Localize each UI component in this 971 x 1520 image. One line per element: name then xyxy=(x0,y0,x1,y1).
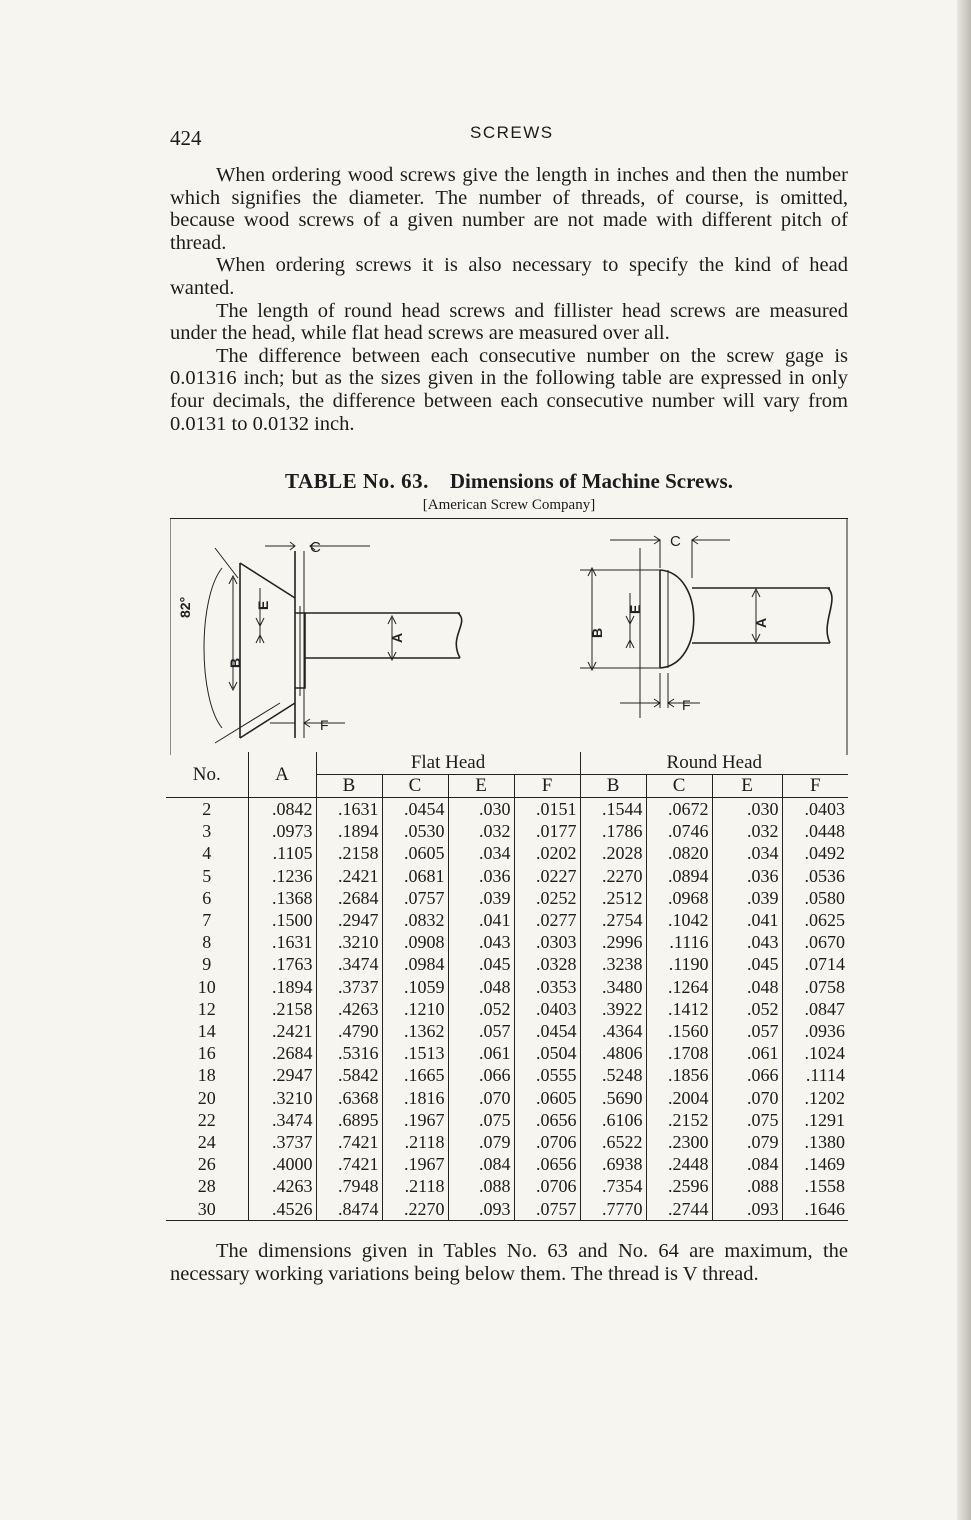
row-number: 2 xyxy=(202,799,212,819)
header-flat-e: E xyxy=(448,775,514,798)
header-round-e: E xyxy=(712,775,782,798)
table-cell: .0973 xyxy=(248,820,316,842)
table-row xyxy=(166,820,848,842)
table-cell: .6938 xyxy=(580,1153,646,1175)
table-cell: .084 xyxy=(712,1153,782,1175)
table-cell: .2004 xyxy=(646,1087,712,1109)
table-cell: .7948 xyxy=(316,1175,382,1197)
table-cell: .1380 xyxy=(782,1131,848,1153)
table-cell: .0681 xyxy=(382,865,448,887)
table-cell: .1368 xyxy=(248,887,316,909)
table-caption: Dimensions of Machine Screws. xyxy=(449,469,733,493)
table-cell: .1105 xyxy=(248,842,316,864)
table-cell: .0252 xyxy=(514,887,580,909)
table-cell: .3922 xyxy=(580,998,646,1020)
table-cell: .093 xyxy=(448,1198,514,1221)
table-cell: .030 xyxy=(712,798,782,821)
flat-label-e: E xyxy=(255,600,271,610)
round-label-f: F xyxy=(682,697,691,713)
table-cell: .1210 xyxy=(382,998,448,1020)
table-cell: .0202 xyxy=(514,842,580,864)
table-cell: .3474 xyxy=(316,953,382,975)
table-cell: .1116 xyxy=(646,931,712,953)
row-number: 14 xyxy=(197,1021,216,1042)
row-number: 4 xyxy=(202,843,212,864)
table-cell: .3210 xyxy=(316,931,382,953)
table-cell: .3737 xyxy=(248,1131,316,1153)
table-cell: .057 xyxy=(712,1020,782,1042)
table-cell: .0536 xyxy=(782,865,848,887)
table-cell: .0454 xyxy=(514,1020,580,1042)
table-cell: .0177 xyxy=(514,820,580,842)
table-cell: .7421 xyxy=(316,1131,382,1153)
row-number: 7 xyxy=(202,910,212,931)
table-cell: .1816 xyxy=(382,1087,448,1109)
table-cell: .5690 xyxy=(580,1087,646,1109)
table-cell: .3480 xyxy=(580,976,646,998)
table-cell: .4364 xyxy=(580,1020,646,1042)
table-cell: .0353 xyxy=(514,976,580,998)
table-cell: .2744 xyxy=(646,1198,712,1221)
header-a: A xyxy=(248,752,316,798)
table-label: TABLE No. 63. xyxy=(285,469,429,493)
table-cell: .1894 xyxy=(248,976,316,998)
table-cell: .0403 xyxy=(782,798,848,821)
table-cell: .1786 xyxy=(580,820,646,842)
table-cell: .048 xyxy=(712,976,782,998)
table-cell: .0555 xyxy=(514,1064,580,1086)
screw-diagram xyxy=(170,518,848,755)
table-body xyxy=(166,798,848,1221)
table-row xyxy=(166,1064,848,1086)
table-row xyxy=(166,1109,848,1131)
table-cell: .1665 xyxy=(382,1064,448,1086)
table-row xyxy=(166,1042,848,1064)
table-cell: .1469 xyxy=(782,1153,848,1175)
header-round-c: C xyxy=(646,775,712,798)
header-round-head: Round Head xyxy=(580,752,848,775)
table-cell: .039 xyxy=(448,887,514,909)
row-number: 3 xyxy=(202,821,212,842)
table-cell: .034 xyxy=(712,842,782,864)
table-row xyxy=(166,1198,848,1221)
table-cell: .1236 xyxy=(248,865,316,887)
table-cell: .0757 xyxy=(382,887,448,909)
table-cell: .1059 xyxy=(382,976,448,998)
table-cell: .0303 xyxy=(514,931,580,953)
table-cell: .0714 xyxy=(782,953,848,975)
table-row xyxy=(166,953,848,975)
table-cell: .0227 xyxy=(514,865,580,887)
flat-label-c: C xyxy=(310,539,321,556)
table-cell: .0504 xyxy=(514,1042,580,1064)
machine-screw-table xyxy=(166,752,848,1221)
round-label-c: C xyxy=(670,533,681,550)
table-cell: .0746 xyxy=(646,820,712,842)
table-cell: .6522 xyxy=(580,1131,646,1153)
round-label-e: E xyxy=(627,604,643,614)
table-cell: .041 xyxy=(448,909,514,931)
table-cell: .2118 xyxy=(382,1175,448,1197)
table-cell: .1708 xyxy=(646,1042,712,1064)
table-cell: .075 xyxy=(712,1109,782,1131)
paragraph: When ordering wood screws give the length in inches and then the number which signifies the diameter. The number of threads, of course, is omitted, because wood screws of a given number are not made with different pitch of thread. xyxy=(170,164,848,254)
row-number: 20 xyxy=(197,1087,216,1108)
table-cell: .075 xyxy=(448,1109,514,1131)
table-cell: .2158 xyxy=(316,842,382,864)
table-cell: .061 xyxy=(448,1042,514,1064)
table-cell: .1291 xyxy=(782,1109,848,1131)
table-cell: .1114 xyxy=(782,1064,848,1086)
table-cell: .0757 xyxy=(514,1198,580,1221)
footer-text xyxy=(170,1240,848,1285)
table-cell: .1894 xyxy=(316,820,382,842)
table-cell: .0894 xyxy=(646,865,712,887)
table-cell: .039 xyxy=(712,887,782,909)
table-cell: .6368 xyxy=(316,1087,382,1109)
table-cell: .043 xyxy=(448,931,514,953)
paragraph: The dimensions given in Tables No. 63 and No. 64 are maximum, the necessary working variations being below them. The thread is V thread. xyxy=(170,1240,848,1285)
table-cell: .7354 xyxy=(580,1175,646,1197)
table-cell: .0492 xyxy=(782,842,848,864)
table-row xyxy=(166,865,848,887)
table-cell: .2158 xyxy=(248,998,316,1020)
row-number: 5 xyxy=(202,865,212,886)
table-cell: .5316 xyxy=(316,1042,382,1064)
table-cell: .0820 xyxy=(646,842,712,864)
table-cell: .2118 xyxy=(382,1131,448,1153)
table-cell: .045 xyxy=(448,953,514,975)
table-cell: .0706 xyxy=(514,1131,580,1153)
table-cell: .2028 xyxy=(580,842,646,864)
table-cell: .0448 xyxy=(782,820,848,842)
table-cell: .1560 xyxy=(646,1020,712,1042)
table-cell: .0328 xyxy=(514,953,580,975)
row-number: 22 xyxy=(197,1109,216,1130)
table-cell: .045 xyxy=(712,953,782,975)
table-cell: .0151 xyxy=(514,798,580,821)
flat-label-b: B xyxy=(227,657,243,668)
table-cell: .2947 xyxy=(316,909,382,931)
table-cell: .2684 xyxy=(248,1042,316,1064)
table-cell: .1024 xyxy=(782,1042,848,1064)
table-cell: .2512 xyxy=(580,887,646,909)
header-flat-f: F xyxy=(514,775,580,798)
header-flat-b: B xyxy=(316,775,382,798)
table-cell: .2270 xyxy=(382,1198,448,1221)
table-cell: .0605 xyxy=(514,1087,580,1109)
table-cell: .088 xyxy=(712,1175,782,1197)
table-cell: .0656 xyxy=(514,1109,580,1131)
table-cell: .0656 xyxy=(514,1153,580,1175)
table-cell: .3238 xyxy=(580,953,646,975)
table-cell: .0968 xyxy=(646,887,712,909)
row-number: 16 xyxy=(197,1043,216,1064)
table-cell: .2684 xyxy=(316,887,382,909)
table-cell: .0670 xyxy=(782,931,848,953)
paragraph: The difference between each consecutive number on the screw gage is 0.01316 inch; but as the sizes given in the following table are expressed in only four decimals, the difference between each consecutive number will vary from 0.0131 to 0.0132 inch. xyxy=(170,344,848,435)
table-cell: .079 xyxy=(448,1131,514,1153)
table-cell: .2754 xyxy=(580,909,646,931)
table-cell: .1631 xyxy=(248,931,316,953)
row-number: 10 xyxy=(197,976,216,997)
table-source: [American Screw Company] xyxy=(422,497,596,513)
table-cell: .030 xyxy=(448,798,514,821)
table-row xyxy=(166,931,848,953)
table-row xyxy=(166,909,848,931)
row-number: 26 xyxy=(197,1154,216,1175)
row-number: 8 xyxy=(202,932,212,953)
table-cell: .1042 xyxy=(646,909,712,931)
table-cell: .041 xyxy=(712,909,782,931)
table-cell: .0625 xyxy=(782,909,848,931)
table-cell: .048 xyxy=(448,976,514,998)
table-title xyxy=(170,469,848,494)
table-cell: .1190 xyxy=(646,953,712,975)
table-cell: .2947 xyxy=(248,1064,316,1086)
table-cell: .1544 xyxy=(580,798,646,821)
header-round-b: B xyxy=(580,775,646,798)
flat-head-screw xyxy=(177,539,462,743)
running-head: SCREWS xyxy=(470,123,554,142)
table-cell: .4263 xyxy=(316,998,382,1020)
table-cell: .2596 xyxy=(646,1175,712,1197)
round-label-a: A xyxy=(753,617,769,628)
row-number: 6 xyxy=(202,887,212,908)
table-cell: .7770 xyxy=(580,1198,646,1221)
table-cell: .0454 xyxy=(382,798,448,821)
table-cell: .5248 xyxy=(580,1064,646,1086)
table-cell: .1202 xyxy=(782,1087,848,1109)
table-row xyxy=(166,798,848,821)
table-cell: .032 xyxy=(448,820,514,842)
table-cell: .061 xyxy=(712,1042,782,1064)
round-label-b: B xyxy=(589,627,605,638)
table-cell: .0842 xyxy=(248,798,316,821)
row-number: 9 xyxy=(202,954,212,975)
table-cell: .1513 xyxy=(382,1042,448,1064)
table-cell: .2300 xyxy=(646,1131,712,1153)
table-cell: .7421 xyxy=(316,1153,382,1175)
table-cell: .4263 xyxy=(248,1175,316,1197)
table-cell: .0984 xyxy=(382,953,448,975)
table-row xyxy=(166,976,848,998)
row-number: 18 xyxy=(197,1065,216,1086)
table-cell: .066 xyxy=(712,1064,782,1086)
table-cell: .1967 xyxy=(382,1109,448,1131)
page-number: 424 xyxy=(170,126,202,150)
table-cell: .2996 xyxy=(580,931,646,953)
table-cell: .1646 xyxy=(782,1198,848,1221)
table-cell: .4790 xyxy=(316,1020,382,1042)
flat-label-f: F xyxy=(320,717,329,733)
table-cell: .2270 xyxy=(580,865,646,887)
row-number: 30 xyxy=(166,1198,248,1221)
table-cell: .6106 xyxy=(580,1109,646,1131)
table-cell: .052 xyxy=(448,998,514,1020)
table-cell: .8474 xyxy=(316,1198,382,1221)
table-cell: .2448 xyxy=(646,1153,712,1175)
table-cell: .4526 xyxy=(248,1198,316,1221)
table-row xyxy=(166,842,848,864)
table-row xyxy=(166,1020,848,1042)
table-cell: .2152 xyxy=(646,1109,712,1131)
table-cell: .1856 xyxy=(646,1064,712,1086)
paragraph: When ordering screws it is also necessary to specify the kind of head wanted. xyxy=(170,254,848,299)
table-row xyxy=(166,887,848,909)
table-cell: .036 xyxy=(448,865,514,887)
table-cell: .1763 xyxy=(248,953,316,975)
round-head-screw xyxy=(580,533,832,718)
table-cell: .6895 xyxy=(316,1109,382,1131)
table-cell: .3210 xyxy=(248,1087,316,1109)
table-cell: .0758 xyxy=(782,976,848,998)
table-cell: .093 xyxy=(712,1198,782,1221)
table-cell: .070 xyxy=(712,1087,782,1109)
table-cell: .0847 xyxy=(782,998,848,1020)
table-cell: .057 xyxy=(448,1020,514,1042)
table-cell: .1500 xyxy=(248,909,316,931)
table-cell: .034 xyxy=(448,842,514,864)
table-cell: .1631 xyxy=(316,798,382,821)
table-cell: .0605 xyxy=(382,842,448,864)
table-cell: .3737 xyxy=(316,976,382,998)
intro-text xyxy=(170,164,848,435)
table-cell: .0580 xyxy=(782,887,848,909)
table-cell: .1558 xyxy=(782,1175,848,1197)
table-cell: .1264 xyxy=(646,976,712,998)
table-row xyxy=(166,1131,848,1153)
row-number: 28 xyxy=(197,1176,216,1197)
row-number: 12 xyxy=(197,998,216,1019)
table-cell: .0403 xyxy=(514,998,580,1020)
table-cell: .4000 xyxy=(248,1153,316,1175)
table-cell: .1967 xyxy=(382,1153,448,1175)
table-cell: .0277 xyxy=(514,909,580,931)
table-row xyxy=(166,1153,848,1175)
header-no: No. xyxy=(166,752,248,798)
table-cell: .2421 xyxy=(316,865,382,887)
table-cell: .066 xyxy=(448,1064,514,1086)
table-cell: .0832 xyxy=(382,909,448,931)
table-cell: .1362 xyxy=(382,1020,448,1042)
table-row xyxy=(166,1087,848,1109)
table-cell: .036 xyxy=(712,865,782,887)
table-cell: .043 xyxy=(712,931,782,953)
table-cell: .084 xyxy=(448,1153,514,1175)
table-row xyxy=(166,998,848,1020)
header-flat-head: Flat Head xyxy=(316,752,580,775)
table-cell: .052 xyxy=(712,998,782,1020)
table-cell: .070 xyxy=(448,1087,514,1109)
header-flat-c: C xyxy=(382,775,448,798)
header-round-f: F xyxy=(782,775,848,798)
flat-label-a: A xyxy=(389,632,405,643)
page-edge xyxy=(957,0,971,1520)
table-cell: .2421 xyxy=(248,1020,316,1042)
row-number: 24 xyxy=(197,1132,216,1153)
table-cell: .0672 xyxy=(646,798,712,821)
table-cell: .079 xyxy=(712,1131,782,1153)
table-cell: .5842 xyxy=(316,1064,382,1086)
table-cell: .0936 xyxy=(782,1020,848,1042)
paragraph: The length of round head screws and fillister head screws are measured under the head, while flat head screws are measured over all. xyxy=(170,299,848,345)
table-cell: .0530 xyxy=(382,820,448,842)
table-cell: .088 xyxy=(448,1175,514,1197)
table-cell: .3474 xyxy=(248,1109,316,1131)
table-cell: .0706 xyxy=(514,1175,580,1197)
angle-label: 82° xyxy=(177,596,193,618)
table-row xyxy=(166,1175,848,1197)
table-cell: .1412 xyxy=(646,998,712,1020)
table-cell: .0908 xyxy=(382,931,448,953)
table-cell: .4806 xyxy=(580,1042,646,1064)
table-cell: .032 xyxy=(712,820,782,842)
